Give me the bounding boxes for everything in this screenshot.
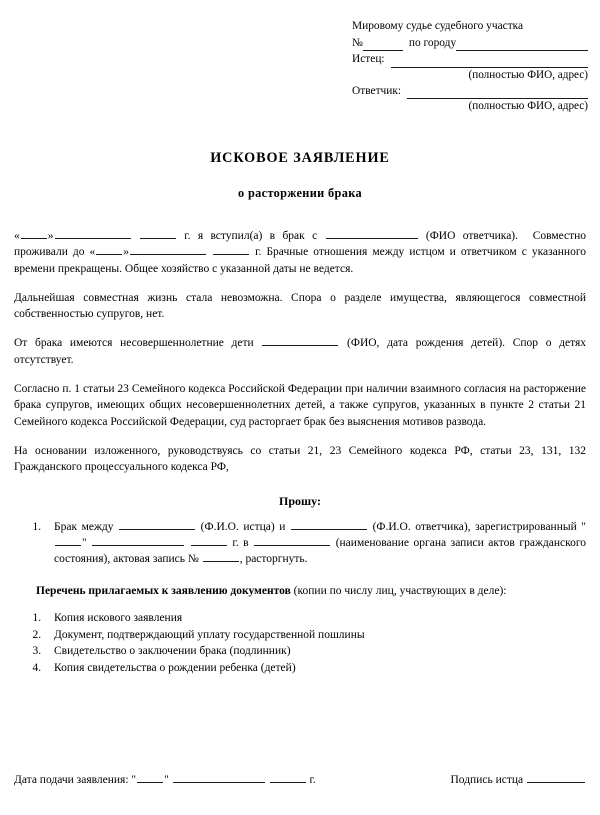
attachments-heading <box>14 583 586 599</box>
attachments-heading-bold: Перечень прилагаемых к заявлению документов <box>36 585 291 598</box>
court-number-row <box>352 35 588 52</box>
submission-year-blank[interactable] <box>270 772 306 783</box>
signature-group <box>450 772 586 788</box>
document-subtitle: о расторжении брака <box>238 186 362 200</box>
request-text-3: (Ф.И.О. ответчика), зарегистрированный " <box>372 520 586 533</box>
document-body <box>14 228 586 676</box>
marriage-text-3: Совместно проживали до « <box>14 230 587 259</box>
attachments-heading-rest: (копии по числу лиц, участвующих в деле): <box>293 585 507 598</box>
defendant-row <box>352 83 588 100</box>
request-item-dissolve-marriage <box>44 519 586 568</box>
addressee-court-line: Мировому судье судебного участка <box>352 20 524 32</box>
ask-heading: Прошу: <box>279 493 321 508</box>
plaintiff-note: (полностью ФИО, адрес) <box>468 68 588 81</box>
request-text-7: , расторгнуть. <box>239 552 308 565</box>
signature-label: Подпись истца <box>450 774 524 786</box>
request-text-2: (Ф.И.О. истца) и <box>200 520 286 533</box>
month-blank-1[interactable] <box>55 228 131 239</box>
registry-office-blank[interactable] <box>254 535 330 546</box>
document-title: ИСКОВОЕ ЗАЯВЛЕНИЕ <box>210 150 390 166</box>
year-blank-1[interactable] <box>140 228 176 239</box>
list-item: 2. Документ, подтверждающий уплату государственной пошлины <box>44 627 586 643</box>
quote-close-1: » <box>47 230 54 242</box>
reg-year-blank[interactable] <box>191 535 227 546</box>
submission-month-blank[interactable] <box>173 772 265 783</box>
quote-close-2: » <box>123 246 130 259</box>
request-text-4: " <box>82 536 87 549</box>
attachments-list <box>14 610 586 676</box>
paragraph-legal-grounds: На основании изложенного, руководствуясь со статьи 21, 23 Семейного кодекса РФ, статьи 23, 131, 132 Гражданского процессуального кодекса РФ, <box>14 444 586 474</box>
submission-day-blank[interactable] <box>137 772 163 783</box>
paragraph-children <box>14 335 586 368</box>
plaintiff-blank[interactable] <box>391 56 588 68</box>
month-blank-2[interactable] <box>130 244 206 255</box>
day-blank-1[interactable] <box>21 228 47 239</box>
children-text-1: От брака имеются несовершеннолетние дети <box>14 337 254 350</box>
city-blank[interactable] <box>456 39 588 51</box>
court-number-label: № <box>352 36 363 49</box>
children-text-2: (ФИО, дата рождения детей). Спор о детях отсутствует. <box>14 337 586 366</box>
paragraph-legal-basis-article23: Согласно п. 1 статьи 23 Семейного кодекса Российской Федерации при наличии взаимного согласия на расторжение брака супругов, имеющих общих несовершеннолетних детей, а также супругов, указанных в пункте 2 статьи 21 Семейного кодекса Российской Федерации, суд расторгает брак без выяснения мотивов развода. <box>14 383 586 428</box>
request-text-1: Брак между <box>54 520 114 533</box>
paragraph-no-property-dispute: Дальнейшая совместная жизнь стала невозможна. Спора о разделе имущества, являющегося совместной собственностью супругов, нет. <box>14 291 586 321</box>
signature-blank[interactable] <box>527 772 585 783</box>
court-number-blank[interactable] <box>363 39 403 51</box>
list-item: 1. Копия искового заявления <box>44 610 586 626</box>
children-names-blank[interactable] <box>262 335 338 346</box>
submission-date-label: Дата подачи заявления: " <box>14 774 137 786</box>
request-text-6: (наименование органа записи актов гражданского состояния), актовая запись № <box>54 536 587 565</box>
defendant-note: (полностью ФИО, адрес) <box>468 100 588 112</box>
request-list <box>14 519 586 568</box>
defendant-name-blank[interactable] <box>326 228 418 239</box>
reg-day-blank[interactable] <box>55 535 81 546</box>
reg-month-blank[interactable] <box>92 535 184 546</box>
submission-quote-close: " <box>164 774 169 786</box>
paragraph-marriage-date <box>14 228 586 277</box>
day-blank-2[interactable] <box>96 244 122 255</box>
list-item: 3. Свидетельство о заключении брака (подлинник) <box>44 643 586 659</box>
marriage-text-1: г. я вступил(а) в брак с <box>184 230 318 242</box>
request-text-5: г. в <box>232 536 249 549</box>
submission-year-suffix: г. <box>309 774 316 786</box>
record-number-blank[interactable] <box>203 551 239 562</box>
defendant-blank[interactable] <box>407 87 588 99</box>
plaintiff-row <box>352 51 588 68</box>
plaintiff-label: Истец: <box>352 53 385 65</box>
quote-open-1: « <box>14 230 20 242</box>
plaintiff-name-blank[interactable] <box>119 519 195 530</box>
list-item: 4. Копия свидетельства о рождении ребенка (детей) <box>44 660 586 676</box>
marriage-text-4: г. Брачные отношения между истцом и ответчиком с указанного времени прекращены. Общее хозяйство с указанной даты не ведется. <box>14 246 587 275</box>
year-blank-2[interactable] <box>213 244 249 255</box>
document-footer <box>14 772 586 788</box>
city-label: по городу <box>408 36 457 49</box>
addressee-header-block <box>352 18 588 114</box>
marriage-text-2: (ФИО ответчика). <box>425 230 519 242</box>
defendant-name-blank-2[interactable] <box>291 519 367 530</box>
defendant-label: Ответчик: <box>352 84 402 97</box>
submission-date-group <box>14 772 316 788</box>
